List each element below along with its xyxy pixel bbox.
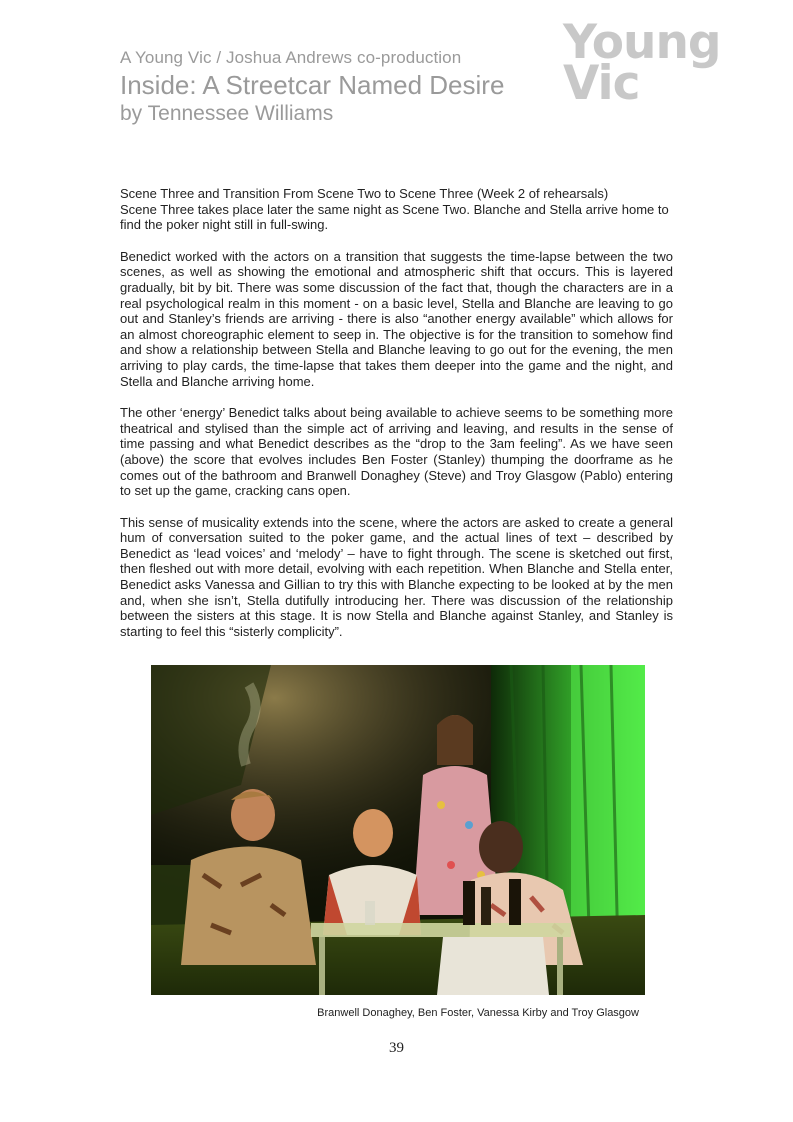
production-credit: A Young Vic / Joshua Andrews co-production bbox=[120, 48, 462, 67]
document-header bbox=[120, 48, 504, 126]
section-heading: Scene Three and Transition From Scene Two to Scene Three (Week 2 of rehearsals) bbox=[120, 186, 609, 201]
paragraph-musicality: This sense of musicality extends into the scene, where the actors are asked to create a general hum of conversation suited to the poker game, and the actual lines of text – described by Benedict as ‘lead voices’ and ‘melody’ – have to fight through. The scene is sketched out first, then fleshed out with more detail, evolving with each repetition. When Blanche and Stella enter, Benedict asks Vanessa and Gillian to try this with Blanche expecting to be looked at by the men and, when she isn’t, Stella dutifully introducing her. There was discussion of the relationship between the sisters at this stage. It is now Stella and Blanche against Stanley, and Stanley is starting to feel this “sisterly complicity”. bbox=[120, 514, 673, 639]
photo-caption: Branwell Donaghey, Ben Foster, Vanessa Kirby and Troy Glasgow bbox=[317, 1007, 639, 1019]
logo-word-young: Young bbox=[563, 15, 721, 70]
intro-paragraph bbox=[120, 186, 673, 233]
article-body bbox=[120, 186, 673, 655]
play-title: Inside: A Streetcar Named Desire bbox=[120, 70, 505, 100]
page-number: 39 bbox=[389, 1040, 404, 1056]
young-vic-logo bbox=[563, 15, 721, 111]
logo-word-vic: Vic bbox=[563, 56, 640, 111]
paragraph-energy: The other ‘energy’ Benedict talks about being available to achieve seems to be something more theatrical and stylised than the simple act of arriving and leaving, and results in the sense of time passing and what Benedict describes as the “drop to the 3am feeling”. As we have seen (above) the score that evolves includes Ben Foster (Stanley) thumping the doorframe as he comes out of the bathroom and Branwell Donaghey (Steve) and Troy Glasgow (Pablo) entering to set up the game, cracking cans open. bbox=[120, 405, 673, 499]
intro-text: Scene Three takes place later the same night as Scene Two. Blanche and Stella arrive home to find the poker night still in full-swing. bbox=[120, 201, 669, 233]
rehearsal-photo bbox=[151, 665, 645, 995]
playwright-byline: by Tennessee Williams bbox=[120, 102, 334, 125]
paragraph-transition: Benedict worked with the actors on a transition that suggests the time-lapse between the two scenes, as well as showing the emotional and atmospheric shift that occurs. This is layered gradually, bit by bit. There was some discussion of the fact that, though the characters are in a real psychological realm in this moment - on a basic level, Stella and Blanche are leaving to go out and Stanley’s friends are arriving - there is also “another energy available” which allows for an almost choreographic element to seep in. The objective is for the transition to somehow find and show a relationship between Stella and Blanche leaving to go out for the evening, the men arriving to play cards, the time-lapse that takes them deeper into the game and the night, and Stella and Blanche arriving home. bbox=[120, 248, 673, 389]
